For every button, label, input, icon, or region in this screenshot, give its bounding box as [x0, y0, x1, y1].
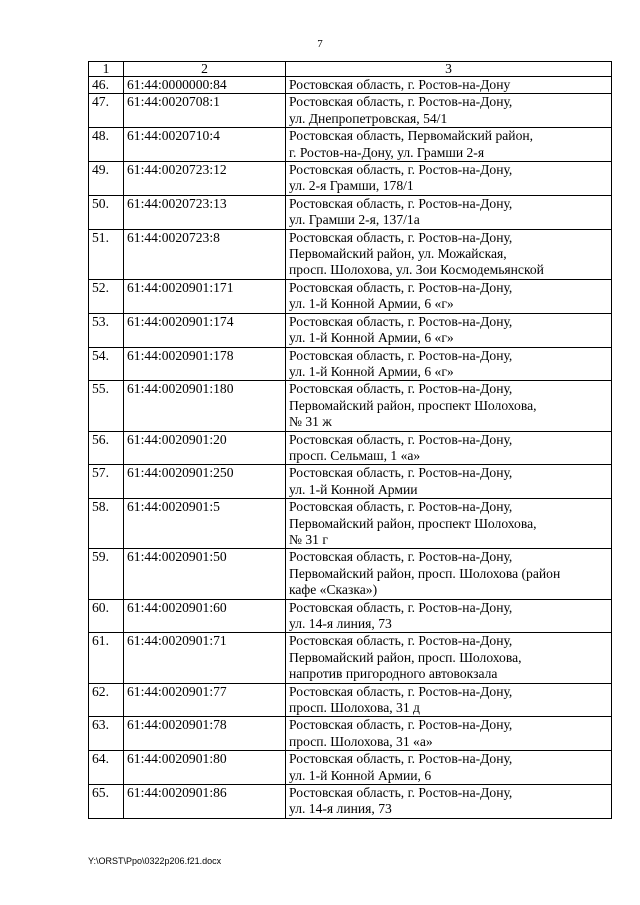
row-number: 53.: [89, 313, 124, 347]
column-header-3: 3: [286, 62, 612, 77]
cadastral-number: 61:44:0020901:20: [124, 431, 286, 465]
page-number: 7: [317, 38, 323, 50]
address-line: Ростовская область, г. Ростов-на-Дону,: [289, 313, 513, 329]
address-line: № 31 г: [289, 531, 328, 547]
address-line: Ростовская область, г. Ростов-на-Дону,: [289, 633, 513, 649]
table-row: [89, 279, 612, 313]
address-line: г. Ростов-на-Дону, ул. Грамши 2-я: [289, 144, 485, 160]
table-row: [89, 683, 612, 717]
row-number: 47.: [89, 94, 124, 128]
address-line: Ростовская область, г. Ростов-на-Дону,: [289, 381, 513, 397]
address-line: просп. Шолохова, 31 «а»: [289, 733, 433, 749]
address-line: кафе «Сказка»): [289, 582, 378, 598]
table-row: [89, 717, 612, 751]
row-number: 65.: [89, 785, 124, 819]
address-line: ул. 1-й Конной Армии, 6 «г»: [289, 296, 454, 312]
column-header-2: 2: [124, 62, 286, 77]
cadastral-number: 61:44:0020723:8: [124, 229, 286, 279]
table-row: [89, 381, 612, 431]
address-line: Ростовская область, г. Ростов-на-Дону: [289, 77, 511, 92]
address-line: просп. Сельмаш, 1 «а»: [289, 447, 421, 463]
address-line: Ростовская область, г. Ростов-на-Дону,: [289, 229, 513, 245]
row-number: 52.: [89, 279, 124, 313]
address-line: ул. Грамши 2-я, 137/1а: [289, 212, 420, 228]
row-number: 49.: [89, 162, 124, 196]
table-row: [89, 751, 612, 785]
address-line: Ростовская область, г. Ростов-на-Дону,: [289, 195, 513, 211]
address-cell: [286, 633, 612, 683]
address-cell: [286, 717, 612, 751]
cadastral-number: 61:44:0020710:4: [124, 128, 286, 162]
address-line: напротив пригородного автовокзала: [289, 666, 498, 682]
address-line: Ростовская область, г. Ростов-на-Дону,: [289, 717, 513, 733]
table-row: [89, 77, 612, 94]
address-line: Ростовская область, Первомайский район,: [289, 128, 534, 144]
address-line: Ростовская область, г. Ростов-на-Дону,: [289, 549, 513, 565]
address-cell: [286, 94, 612, 128]
address-cell: [286, 785, 612, 819]
cadastral-table: [88, 61, 612, 819]
address-line: просп. Шолохова, ул. Зои Космодемьянской: [289, 262, 544, 278]
cadastral-number: 61:44:0020901:180: [124, 381, 286, 431]
row-number: 55.: [89, 381, 124, 431]
address-line: Ростовская область, г. Ростов-на-Дону,: [289, 785, 513, 801]
cadastral-number: 61:44:0020901:178: [124, 347, 286, 381]
address-cell: [286, 751, 612, 785]
address-cell: [286, 229, 612, 279]
table-row: [89, 229, 612, 279]
cadastral-number: 61:44:0020901:174: [124, 313, 286, 347]
address-cell: [286, 128, 612, 162]
column-header-1: 1: [89, 62, 124, 77]
cadastral-number: 61:44:0020901:5: [124, 499, 286, 549]
address-line: Ростовская область, г. Ростов-на-Дону,: [289, 465, 513, 481]
table-row: [89, 347, 612, 381]
table-row: [89, 162, 612, 196]
row-number: 48.: [89, 128, 124, 162]
table-row: [89, 128, 612, 162]
cadastral-number: 61:44:0020901:50: [124, 549, 286, 599]
table-row: [89, 633, 612, 683]
table-row: [89, 785, 612, 819]
row-number: 57.: [89, 465, 124, 499]
row-number: 50.: [89, 195, 124, 229]
table-row: [89, 465, 612, 499]
address-line: Ростовская область, г. Ростов-на-Дону,: [289, 599, 513, 615]
address-line: Первомайский район, ул. Можайская,: [289, 246, 507, 262]
table-body: [89, 77, 612, 819]
table-row: [89, 313, 612, 347]
address-line: просп. Шолохова, 31 д: [289, 700, 420, 716]
row-number: 62.: [89, 683, 124, 717]
table-row: [89, 431, 612, 465]
address-line: Ростовская область, г. Ростов-на-Дону,: [289, 751, 513, 767]
address-cell: [286, 599, 612, 633]
cadastral-number: 61:44:0020901:78: [124, 717, 286, 751]
address-line: Ростовская область, г. Ростов-на-Дону,: [289, 279, 513, 295]
address-line: Ростовская область, г. Ростов-на-Дону,: [289, 683, 513, 699]
address-line: ул. 1-й Конной Армии: [289, 481, 418, 497]
address-cell: [286, 313, 612, 347]
table-row: [89, 499, 612, 549]
address-line: ул. 14-я линия, 73: [289, 801, 392, 817]
cadastral-number: 61:44:0020723:12: [124, 162, 286, 196]
address-cell: [286, 683, 612, 717]
address-cell: [286, 279, 612, 313]
cadastral-number: 61:44:0020901:250: [124, 465, 286, 499]
cadastral-number: 61:44:0020901:171: [124, 279, 286, 313]
cadastral-number: 61:44:0020901:77: [124, 683, 286, 717]
address-cell: [286, 499, 612, 549]
cadastral-number: 61:44:0020901:60: [124, 599, 286, 633]
address-cell: [286, 465, 612, 499]
address-cell: [286, 347, 612, 381]
address-line: Ростовская область, г. Ростов-на-Дону,: [289, 431, 513, 447]
address-line: ул. 2-я Грамши, 178/1: [289, 178, 414, 194]
row-number: 58.: [89, 499, 124, 549]
row-number: 51.: [89, 229, 124, 279]
address-line: Первомайский район, просп. Шолохова (район: [289, 565, 561, 581]
row-number: 56.: [89, 431, 124, 465]
row-number: 60.: [89, 599, 124, 633]
cadastral-number: 61:44:0000000:84: [124, 77, 286, 94]
address-line: ул. 14-я линия, 73: [289, 616, 392, 631]
address-line: ул. 1-й Конной Армии, 6 «г»: [289, 330, 454, 346]
table-header-row: [89, 62, 612, 77]
address-line: Первомайский район, просп. Шолохова,: [289, 649, 522, 665]
address-cell: [286, 431, 612, 465]
address-cell: [286, 162, 612, 196]
address-cell: [286, 195, 612, 229]
table-row: [89, 549, 612, 599]
row-number: 63.: [89, 717, 124, 751]
cadastral-number: 61:44:0020723:13: [124, 195, 286, 229]
address-line: Ростовская область, г. Ростов-на-Дону,: [289, 162, 513, 178]
table-row: [89, 94, 612, 128]
cadastral-number: 61:44:0020901:80: [124, 751, 286, 785]
row-number: 46.: [89, 77, 124, 94]
table-row: [89, 195, 612, 229]
address-line: Первомайский район, проспект Шолохова,: [289, 515, 537, 531]
table-row: [89, 599, 612, 633]
address-cell: [286, 549, 612, 599]
cadastral-number: 61:44:0020708:1: [124, 94, 286, 128]
row-number: 64.: [89, 751, 124, 785]
address-line: Ростовская область, г. Ростов-на-Дону,: [289, 94, 513, 110]
address-line: ул. Днепропетровская, 54/1: [289, 110, 448, 126]
row-number: 61.: [89, 633, 124, 683]
row-number: 59.: [89, 549, 124, 599]
address-cell: [286, 381, 612, 431]
address-line: № 31 ж: [289, 414, 332, 430]
row-number: 54.: [89, 347, 124, 381]
address-line: ул. 1-й Конной Армии, 6 «г»: [289, 363, 454, 379]
address-line: Ростовская область, г. Ростов-на-Дону,: [289, 347, 513, 363]
cadastral-number: 61:44:0020901:71: [124, 633, 286, 683]
address-cell: [286, 77, 612, 94]
file-path-footer: Y:\ORST\Ppo\0322p206.f21.docx: [88, 856, 222, 866]
address-line: ул. 1-й Конной Армии, 6: [289, 767, 432, 783]
address-line: Первомайский район, проспект Шолохова,: [289, 397, 537, 413]
cadastral-number: 61:44:0020901:86: [124, 785, 286, 819]
address-line: Ростовская область, г. Ростов-на-Дону,: [289, 499, 513, 515]
